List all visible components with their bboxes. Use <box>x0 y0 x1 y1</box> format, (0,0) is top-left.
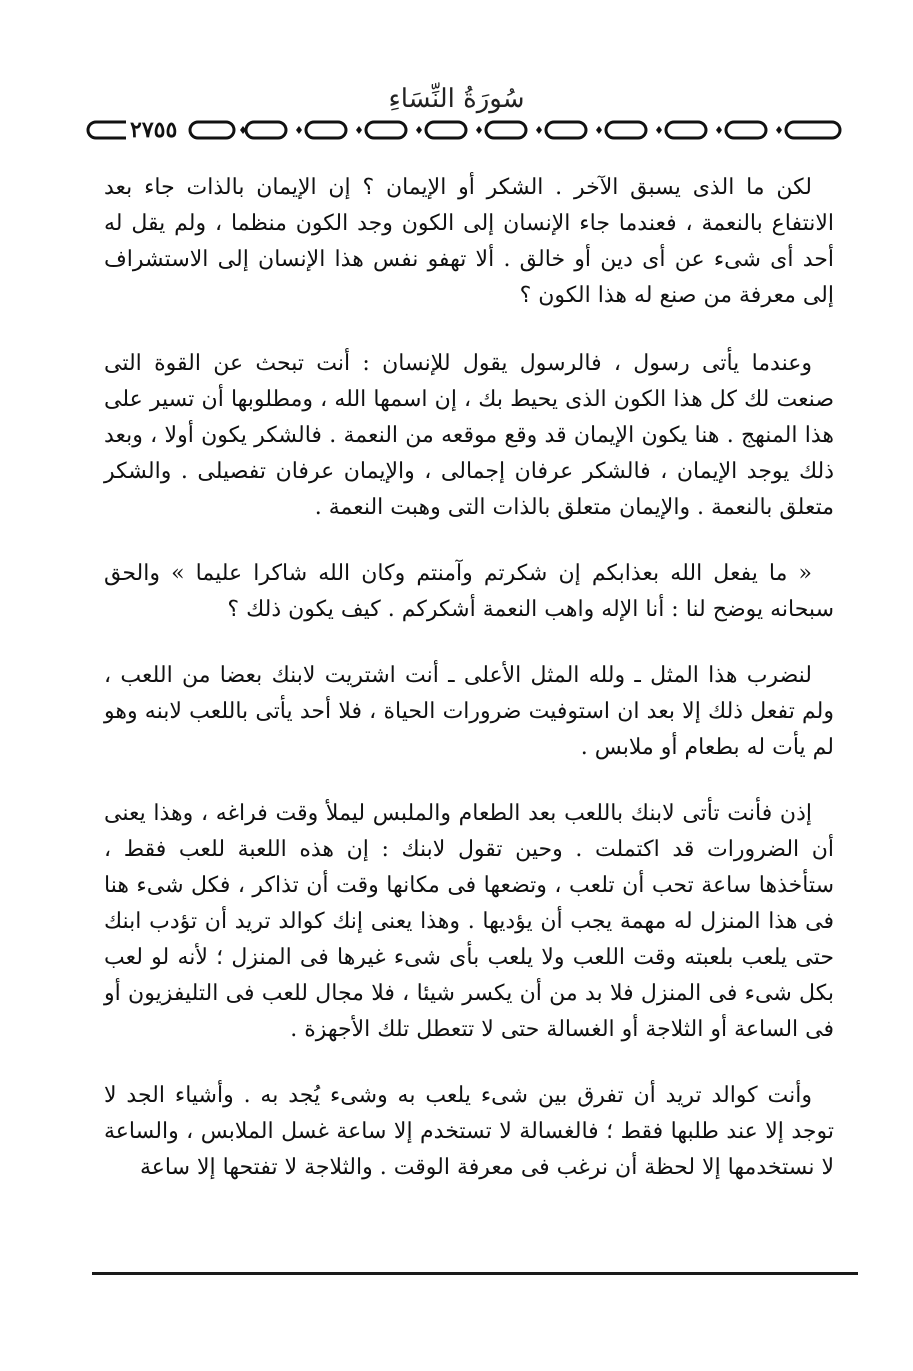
paragraph: وأنت كوالد تريد أن تفرق بين شىء يلعب به وشىء يُجد به . وأشياء الجد لا توجد إلا عند طلبها فقط ؛ فالغسالة لا تستخدم إلا ساعة غسل الملابس ، والساعة لا نستخدمها إلا لحظة أن نرغب فى معرفة الوقت . والثلاجة لا تفتحها إلا ساعة <box>104 1083 834 1180</box>
paragraph: وعندما يأتى رسول ، فالرسول يقول للإنسان : أنت تبحث عن القوة التى صنعت لك كل هذا الكون الذى يحيط بك ، إن اسمها الله ، ومطلوبها أن تسير على هذا المنهج . هنا يكون الإيمان قد وقع موقعه من النعمة . فالشكر يكون أولا ، وبعد ذلك يوجد الإيمان ، فالشكر عرفان إجمالى ، والإيمان عرفان تفصيلى . والشكر متعلق بالنعمة . والإيمان متعلق بالذات التى وهبت النعمة . <box>104 351 834 520</box>
page-number: ٢٧٥٥ <box>126 118 181 142</box>
body-text <box>104 170 834 1186</box>
paragraph: إذن فأنت تأتى لابنك باللعب بعد الطعام والملبس ليملأ وقت فراغه ، وهذا يعنى أن الضرورات قد اكتملت . وحين تقول لابنك : إن هذه اللعبة للعب فقط ، ستأخذها ساعة تحب أن تلعب ، وتضعها فى مكانها وقت أن تذاكر ، فكل شىء هنا فى هذا المنزل له مهمة يجب أن يؤديها . وهذا يعنى إنك كوالد تريد أن تؤدب ابنك حتى يلعب بلعبته وقت اللعب ولا يلعب بأى شىء غيرها فى المنزل ؛ لأنه لو لعب بكل شىء فى المنزل فلا بد من أن يكسر شيئا ، فلا مجال للعب فى التليفزيون أو فى الساعة أو الثلاجة أو الغسالة حتى لا تتعطل تلك الأجهزة . <box>104 801 834 1042</box>
chain-ornament-icon <box>84 117 846 143</box>
paragraph: لنضرب هذا المثل ـ ولله المثل الأعلى ـ أنت اشتريت لابنك بعضا من اللعب ، ولم تفعل ذلك إلا بعد ان استوفيت ضرورات الحياة ، فلا أحد يأتى باللعب لابنه وهو لم يأت له بطعام أو ملابس . <box>104 663 834 760</box>
footer-divider <box>92 1272 858 1275</box>
paragraph: « ما يفعل الله بعذابكم إن شكرتم وآمنتم وكان الله شاكرا عليما » والحق سبحانه يوضح لنا : أنا الإله واهب النعمة أشكركم . كيف يكون ذلك ؟ <box>104 561 834 622</box>
paragraph: لكن ما الذى يسبق الآخر . الشكر أو الإيمان ؟ إن الإيمان بالذات جاء بعد الانتفاع بالنعمة ، فعندما جاء الإنسان إلى الكون وجد الكون منظما ، ولم يقل له أحد أى شىء عن أى دين أو خالق . ألا تهفو نفس هذا الإنسان إلى الاستشراف إلى معرفة من صنع له هذا الكون ؟ <box>104 175 834 308</box>
surah-title: سُورَةُ النِّسَاءِ <box>388 84 525 114</box>
header-ornament-band <box>84 117 846 143</box>
